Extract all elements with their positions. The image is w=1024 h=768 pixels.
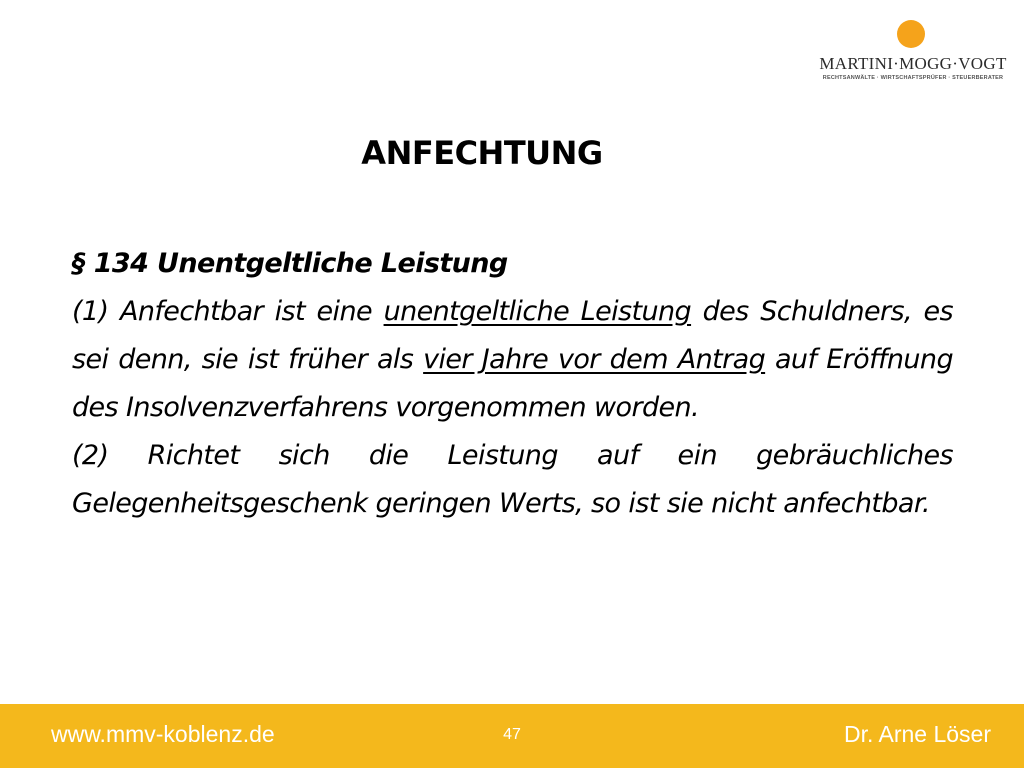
- logo-tagline: RECHTSANWÄLTE · WIRTSCHAFTSPRÜFER · STEUERBERATER: [822, 75, 1004, 81]
- paragraph-1: [72, 288, 953, 432]
- footer-bar: [0, 704, 1024, 768]
- slide-content: [72, 240, 953, 528]
- footer-website: www.mmv-koblenz.de: [51, 721, 275, 747]
- paragraph-1-underline-b: vier Jahre vor dem Antrag: [423, 344, 766, 375]
- page-number: 47: [503, 726, 521, 743]
- paragraph-1-underline-a: unentgeltliche Leistung: [383, 296, 692, 327]
- section-heading: § 134 Unentgeltliche Leistung: [72, 248, 508, 279]
- paragraph-1-text-c: auf Eröffnung des Insolvenzverfahrens vorgenommen worden.: [72, 344, 953, 423]
- paragraph-1-text-b: des Schuldners, es sei denn, sie ist früher als: [72, 296, 953, 375]
- slide-title: ANFECHTUNG: [361, 134, 603, 172]
- paragraph-2: (2) Richtet sich die Leistung auf ein gebräuchliches Gelegenheitsgeschenk geringen Werts, so ist sie nicht anfechtbar.: [72, 440, 953, 519]
- company-logo: [818, 20, 1008, 84]
- logo-name: MARTINI·MOGG·VOGT: [819, 54, 1007, 73]
- paragraph-1-text-a: (1) Anfechtbar ist eine: [72, 296, 384, 327]
- logo-dot-icon: [897, 20, 925, 48]
- footer-author: Dr. Arne Löser: [843, 721, 991, 747]
